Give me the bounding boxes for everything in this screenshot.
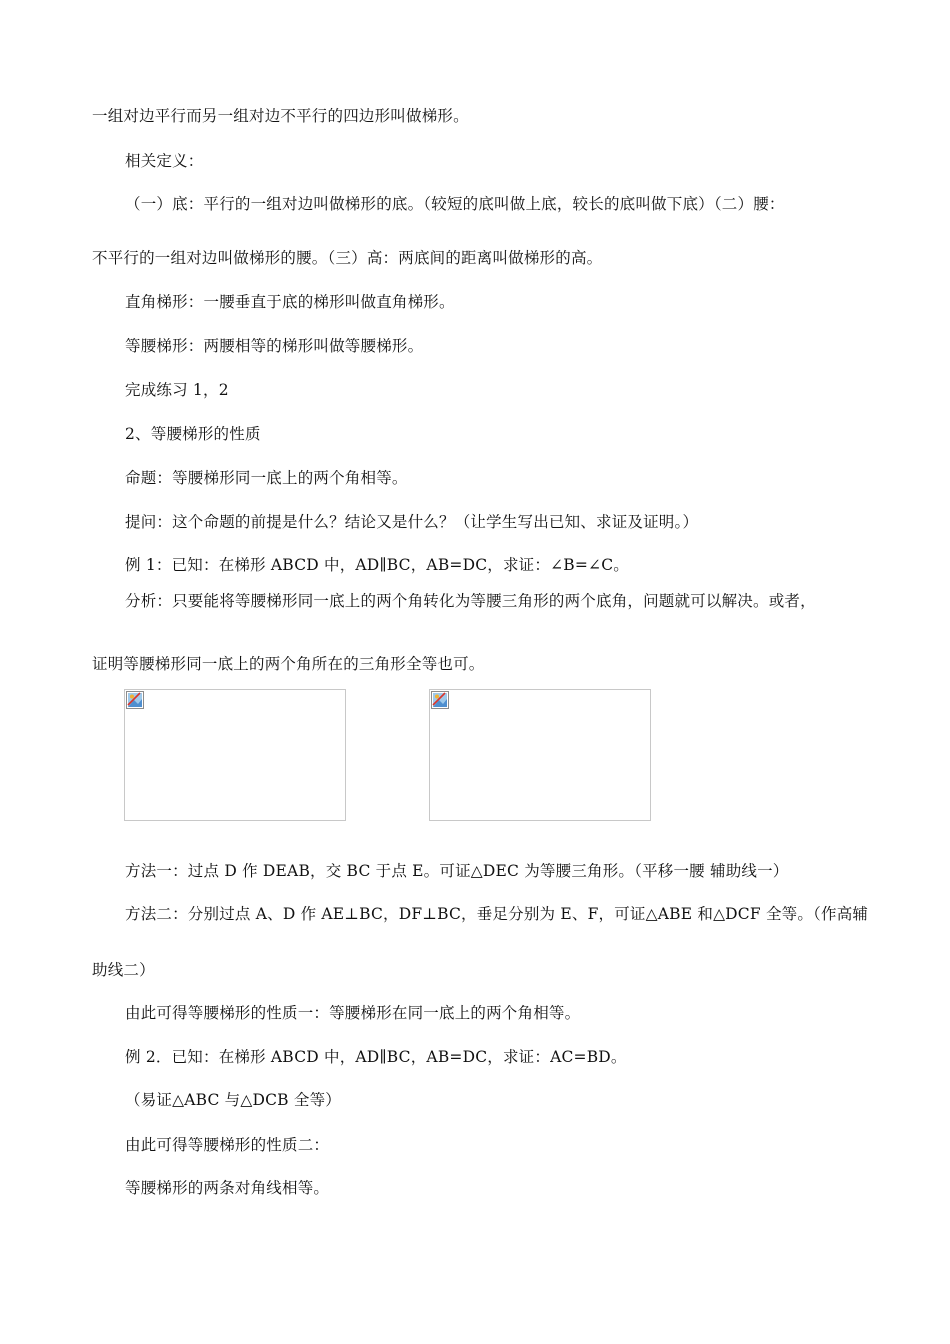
text-line-method-2-continued: 助线二） xyxy=(92,961,155,979)
text-line-related-definitions: 相关定义： xyxy=(125,152,204,170)
text-line-base-definition: （一）底：平行的一组对边叫做梯形的底。（较短的底叫做上底，较长的底叫做下底）（二）腰： xyxy=(125,195,785,213)
text-line-question: 提问：这个命题的前提是什么？结论又是什么？（让学生写出已知、求证及证明。） xyxy=(125,513,699,531)
text-line-example-2: 例 2．已知：在梯形 ABCD 中，AD∥BC，AB=DC，求证：AC=BD。 xyxy=(125,1048,627,1066)
text-line-leg-height-definition: 不平行的一组对边叫做梯形的腰。（三）高：两底间的距离叫做梯形的高。 xyxy=(92,249,603,267)
text-line-right-trapezoid: 直角梯形：一腰垂直于底的梯形叫做直角梯形。 xyxy=(125,293,455,311)
text-line-example-2-hint: （易证△ABC 与△DCB 全等） xyxy=(125,1091,342,1109)
text-line-example-1: 例 1：已知：在梯形 ABCD 中，AD∥BC，AB=DC，求证：∠B=∠C。 xyxy=(125,556,629,574)
text-line-analysis-continued: 证明等腰梯形同一底上的两个角所在的三角形全等也可。 xyxy=(92,655,485,673)
text-line-trapezoid-definition: 一组对边平行而另一组对边不平行的四边形叫做梯形。 xyxy=(92,107,469,125)
text-line-analysis: 分析：只要能将等腰梯形同一底上的两个角转化为等腰三角形的两个底角，问题就可以解决。或者， xyxy=(125,592,816,610)
section-heading-properties: 2、等腰梯形的性质 xyxy=(125,425,261,443)
text-line-property-1: 由此可得等腰梯形的性质一：等腰梯形在同一底上的两个角相等。 xyxy=(125,1004,581,1022)
text-line-exercise: 完成练习 1，2 xyxy=(125,381,229,399)
text-line-property-2: 等腰梯形的两条对角线相等。 xyxy=(125,1179,330,1197)
text-line-method-1: 方法一：过点 D 作 DEAB，交 BC 于点 E。可证△DEC 为等腰三角形。（平移一腰 辅助线一） xyxy=(125,862,789,880)
broken-image-icon xyxy=(431,691,449,709)
figure-placeholder-left xyxy=(124,689,346,821)
text-line-isosceles-trapezoid: 等腰梯形：两腰相等的梯形叫做等腰梯形。 xyxy=(125,337,424,355)
text-line-method-2: 方法二：分别过点 A、D 作 AE⊥BC，DF⊥BC，垂足分别为 E、F，可证△ABE 和△DCF 全等。（作高辅 xyxy=(125,905,869,923)
text-line-proposition: 命题：等腰梯形同一底上的两个角相等。 xyxy=(125,469,408,487)
text-line-property-2-intro: 由此可得等腰梯形的性质二： xyxy=(125,1136,330,1154)
figure-placeholder-right xyxy=(429,689,651,821)
broken-image-icon xyxy=(126,691,144,709)
